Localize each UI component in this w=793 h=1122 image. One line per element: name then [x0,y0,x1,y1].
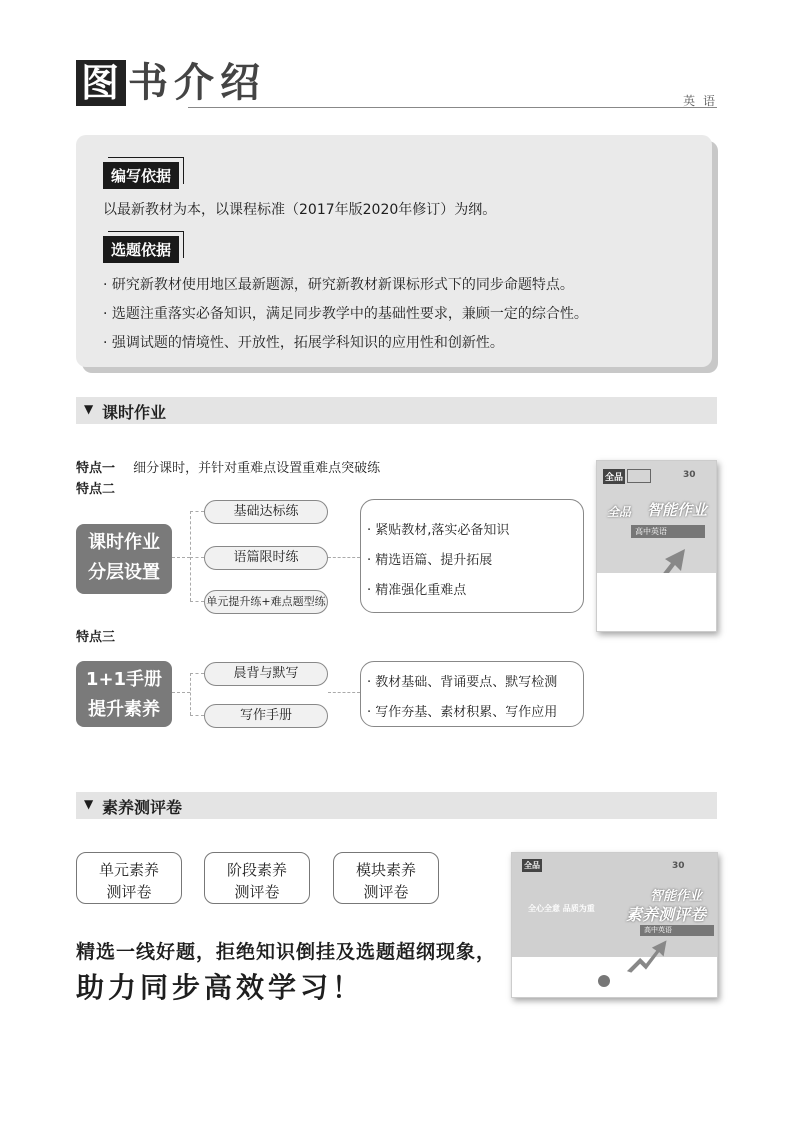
cover-title-1: 智能作业 [650,889,703,904]
triangle-down-icon: ▼ [84,797,94,811]
tagline-1: 精选一线好题，拒绝知识倒挂及选题超纲现象， [76,941,497,963]
selection-item: · 选题注重落实必备知识，满足同步教学中的基础性要求，兼顾一定的综合性。 [103,306,588,322]
writing-basis-text: 以最新教材为本，以课程标准（2017年版2020年修订）为纲。 [103,202,497,218]
cover-anniversary: 30 [672,861,685,871]
tagline-2: 助力同步高效学习！ [76,971,365,1004]
point-item: · 精准强化重难点 [367,583,467,598]
book-cover-assessment [511,852,718,998]
selection-item: · 研究新教材使用地区最新题源，研究新教材新课标形式下的同步命题特点。 [103,277,574,293]
feature-2 [76,478,115,497]
connector [190,511,204,512]
feature-label: 特点一 [76,461,116,476]
basis-panel [76,135,712,367]
connector [172,692,190,693]
connector [328,557,360,558]
stage-test-box [204,852,310,904]
box-line: 阶段素养 [226,861,287,879]
triangle-down-icon: ▼ [84,402,94,416]
feature-3 [76,626,115,645]
point-item: · 精选语篇、提升拓展 [367,553,493,568]
cover-bottom [597,573,716,631]
pill-unit: 单元提升练+难点题型练 [204,590,328,614]
homework-layer-box [76,524,172,594]
cover-subtitle: 高中英语 [640,925,714,936]
box-line: 测评卷 [234,883,280,901]
box-line: 课时作业 [88,532,160,553]
connector [190,673,204,674]
box-line: 分层设置 [88,562,160,583]
box-line: 提升素养 [88,699,160,720]
cover-brand: 全品 [524,861,540,870]
feature-1 [76,457,380,476]
section-bar-homework [76,397,717,424]
cover-brand-2: 全品 [607,505,632,519]
pill-reading: 语篇限时练 [204,546,328,570]
connector [172,557,190,558]
cover-slogan: 全心全意 品质为重 [528,904,595,913]
section-title: 素养测评卷 [102,798,183,817]
connector [190,601,204,602]
box-line: 测评卷 [106,883,152,901]
pill-writing: 写作手册 [204,704,328,728]
pill-morning: 晨背与默写 [204,662,328,686]
writing-basis-tag: 编写依据 [103,162,179,189]
arrow-up-icon [624,935,668,975]
section-bar-assessment [76,792,717,819]
title-rest: 书介绍 [128,60,267,106]
cover-anniversary: 30 [683,470,696,480]
point-item: · 紧贴教材,落实必备知识 [367,523,510,538]
book-cover-homework [596,460,717,632]
feature-label: 特点二 [76,482,116,497]
cover-subtitle: 高中英语 [631,525,705,538]
title-first-char: 图 [76,60,126,106]
pill-basic: 基础达标练 [204,500,328,524]
cover-seal-icon [598,975,610,987]
handbook-box [76,661,172,727]
point-item: · 教材基础、背诵要点、默写检测 [367,675,558,690]
section-title: 课时作业 [102,403,167,422]
cover-logo-icon [627,469,651,483]
point-item: · 写作夯基、素材积累、写作应用 [367,705,558,720]
connector [190,673,191,715]
module-test-box [333,852,439,904]
box-line: 单元素养 [98,861,159,879]
header-rule [188,107,717,108]
box-line: 1+1手册 [85,669,163,690]
connector [328,692,360,693]
connector [190,557,204,558]
box-line: 测评卷 [363,883,409,901]
feature-label: 特点三 [76,630,116,645]
selection-basis-tag: 选题依据 [103,236,179,263]
unit-test-box [76,852,182,904]
cover-title: 智能作业 [647,501,708,519]
page-title [76,60,266,106]
cover-brand: 全品 [603,469,625,484]
connector [190,715,204,716]
box-line: 模块素养 [355,861,416,879]
feature-text: 细分课时，并针对重难点设置重难点突破练 [133,461,381,476]
subject-label: 英 语 [683,94,717,108]
selection-item: · 强调试题的情境性、开放性，拓展学科知识的应用性和创新性。 [103,335,504,351]
cover-title-2: 素养测评卷 [626,905,707,924]
connector [190,511,191,601]
